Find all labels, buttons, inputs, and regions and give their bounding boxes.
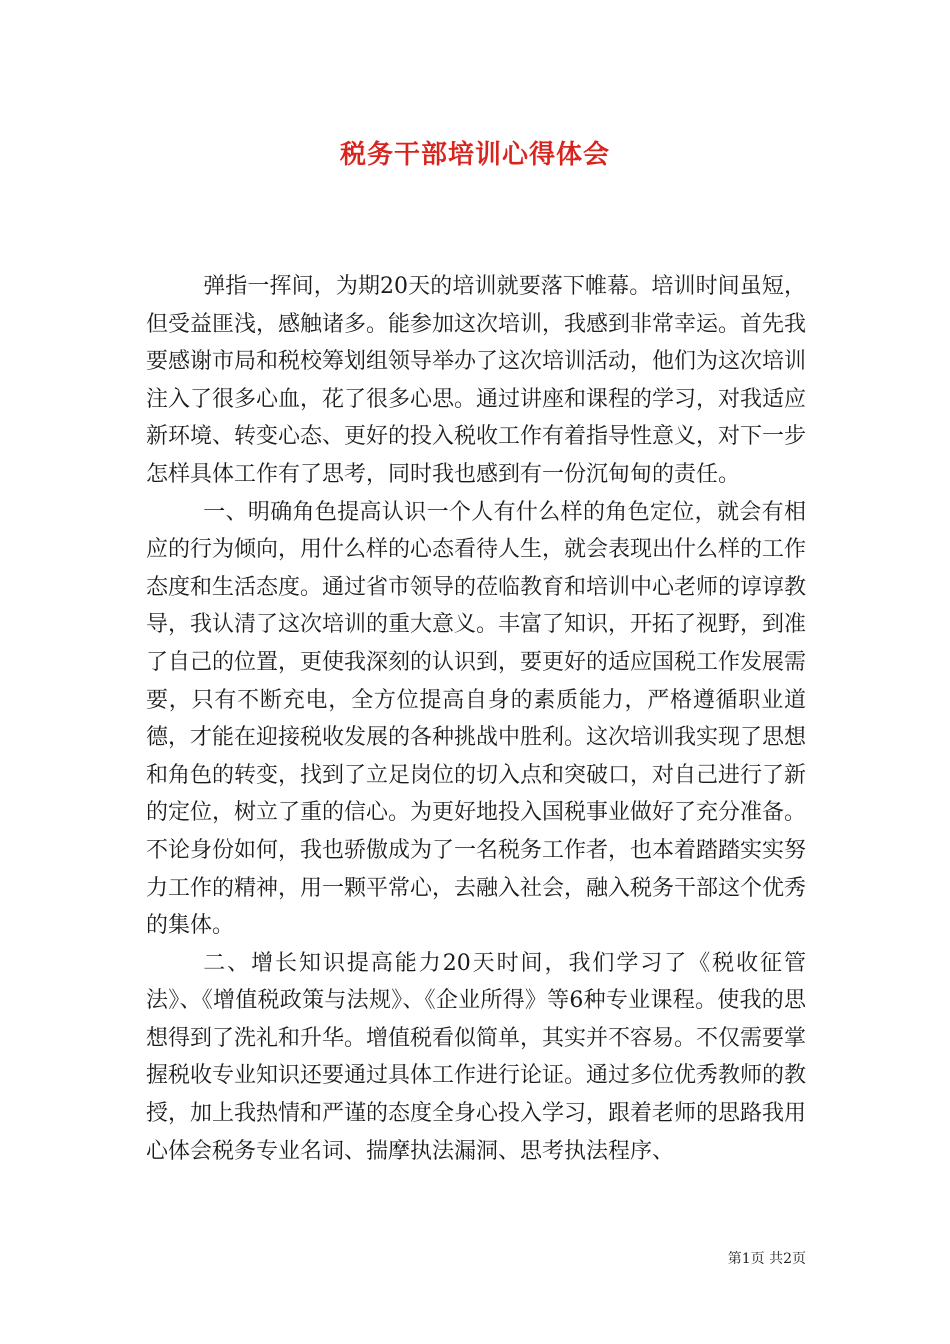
document-body: [146, 268, 806, 1170]
paragraph-intro: 弹指一挥间，为期20天的培训就要落下帷幕。培训时间虽短，但受益匪浅，感触诸多。能参加这次培训，我感到非常幸运。首先我要感谢市局和税校筹划组领导举办了这次培训活动，他们为这次培训注入了很多心血，花了很多心思。通过讲座和课程的学习，对我适应新环境、转变心态、更好的投入税收工作有着指导性意义，对下一步怎样具体工作有了思考，同时我也感到有一份沉甸甸的责任。: [146, 274, 807, 487]
page-number: 第1页 共2页: [727, 1251, 806, 1267]
paragraph-section-one: 一、明确角色提高认识一个人有什么样的角色定位，就会有相应的行为倾向，用什么样的心态看待人生，就会表现出什么样的工作态度和生活态度。通过省市领导的莅临教育和培训中心老师的谆谆教导，我认清了这次培训的重大意义。丰富了知识，开拓了视野，到准了自己的位置，更使我深刻的认识到，要更好的适应国税工作发展需要，只有不断充电，全方位提高自身的素质能力，严格遵循职业道德，才能在迎接税收发展的各种挑战中胜利。这次培训我实现了思想和角色的转变，找到了立足岗位的切入点和突破口，对自己进行了新的定位，树立了重的信心。为更好地投入国税事业做好了充分准备。不论身份如何，我也骄傲成为了一名税务工作者，也本着踏踏实实努力工作的精神，用一颗平常心，去融入社会，融入税务干部这个优秀的集体。: [146, 499, 807, 939]
paragraph-section-two: 二、增长知识提高能力20天时间，我们学习了《税收征管法》、《增值税政策与法规》、《企业所得》等6种专业课程。使我的思想得到了洗礼和升华。增值税看似简单，其实并不容易。不仅需要掌握税收专业知识还要通过具体工作进行论证。通过多位优秀教师的教授，加上我热情和严谨的态度全身心投入学习，跟着老师的思路我用心体会税务专业名词、揣摩执法漏洞、思考执法程序、: [146, 950, 807, 1164]
page-title: 税务干部培训心得体会: [339, 140, 610, 170]
